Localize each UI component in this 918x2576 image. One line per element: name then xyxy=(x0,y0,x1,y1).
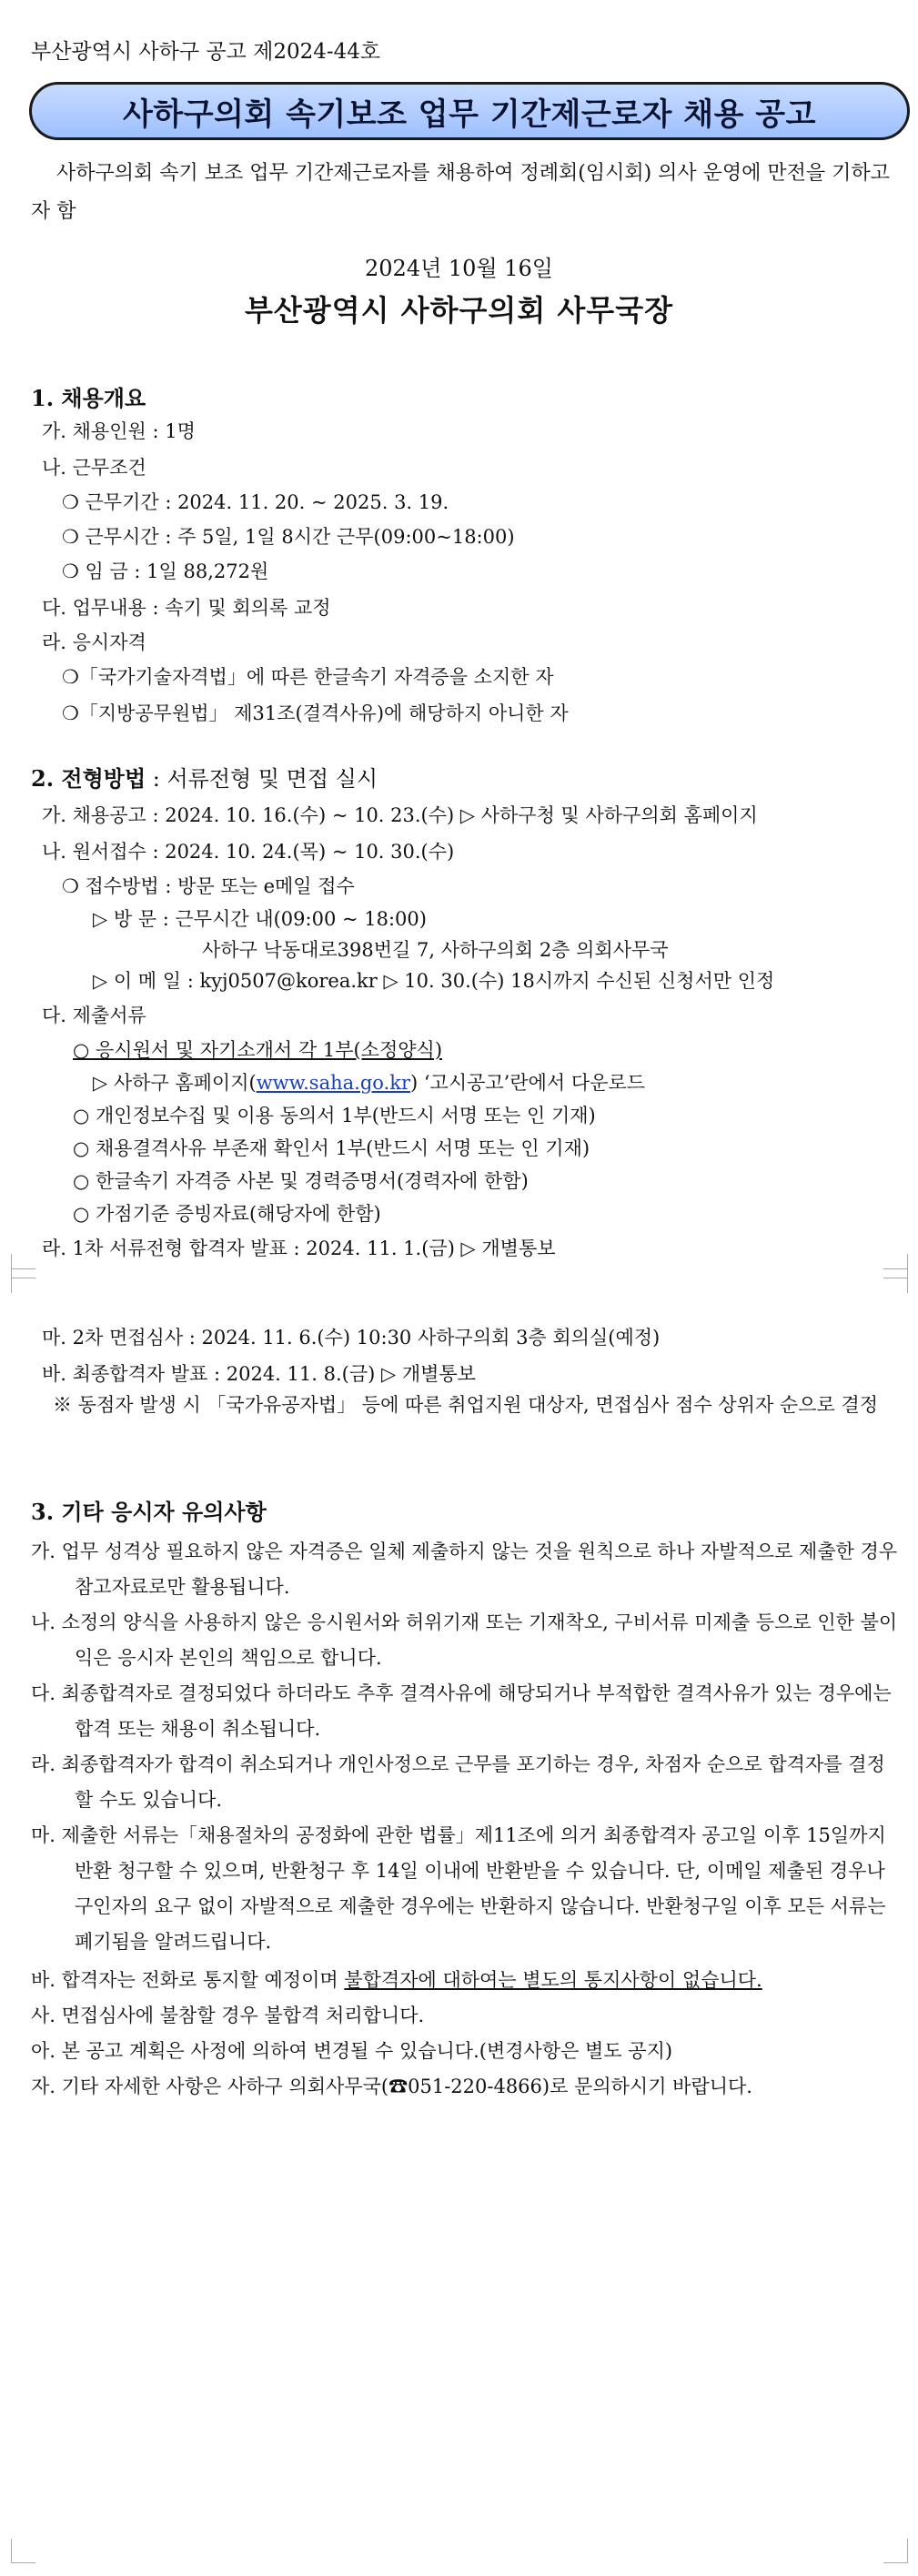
section-2-subtitle: : 서류전형 및 면접 실시 xyxy=(146,766,378,792)
s2-c3: ○ 채용결격사유 부존재 확인서 1부(반드시 서명 또는 인 기재) xyxy=(73,1137,590,1159)
page-corner-mark xyxy=(883,1268,908,1293)
s3-item-f xyxy=(31,1965,762,1993)
s1-d2: ❍「지방공무원법」 제31조(결격사유)에 해당하지 아니한 자 xyxy=(62,702,569,724)
s3-item-d: 라. 최종합격자가 합격이 취소되거나 개인사정으로 근무를 포기하는 경우, 차점자 순으로 합격자를 결정할 수도 있습니다. xyxy=(31,1753,885,1811)
page-corner-mark xyxy=(11,2539,35,2563)
s3-item-f-text: 바. 합격자는 전화로 통지할 예정이며 xyxy=(31,1969,345,1991)
s2-c2: ○ 개인정보수집 및 이용 동의서 1부(반드시 서명 또는 인 기재) xyxy=(73,1105,596,1126)
s2-b2: ▷ 방 문 : 근무시간 내(09:00 ~ 18:00) xyxy=(93,908,427,930)
notice-number: 부산광역시 사하구 공고 제2024-44호 xyxy=(31,40,381,64)
page-corner-mark xyxy=(11,1268,35,1293)
s2-note: ※ 동점자 발생 시 「국가유공자법」 등에 따른 취업지원 대상자, 면접심사 점수 상위자 순으로 결정 xyxy=(53,1394,879,1416)
homepage-link[interactable]: www.saha.go.kr xyxy=(256,1072,410,1094)
s2-a: 가. 채용공고 : 2024. 10. 16.(수) ~ 10. 23.(수) ▷ 사하구청 및 사하구의회 홈페이지 xyxy=(42,804,758,826)
intro-paragraph: 사하구의회 속기 보조 업무 기간제근로자를 채용하여 정례회(임시회) 의사 운영에 만전을 기하고자 함 xyxy=(31,162,890,223)
s1-a: 가. 채용인원 : 1명 xyxy=(42,420,196,442)
page-corner-mark xyxy=(883,2539,908,2563)
s3-item-g: 사. 면접심사에 불참할 경우 불합격 처리합니다. xyxy=(31,2005,425,2026)
s2-c4: ○ 한글속기 자격증 사본 및 경력증명서(경력자에 한함) xyxy=(73,1170,529,1192)
section-2-heading xyxy=(31,761,378,793)
page-title: 사하구의회 속기보조 업무 기간제근로자 채용 공고 xyxy=(123,96,816,133)
s1-d: 라. 응시자격 xyxy=(42,631,146,653)
section-1-heading: 1. 채용개요 xyxy=(31,385,146,411)
s2-b3: 사하구 낙동대로398번길 7, 사하구의회 2층 의회사무국 xyxy=(202,939,669,961)
s3-item-c: 다. 최종합격자로 결정되었다 하더라도 추후 결격사유에 해당되거나 부적합한 결격사유가 있는 경우에는 합격 또는 채용이 취소됩니다. xyxy=(31,1682,892,1740)
s3-item-b: 나. 소정의 양식을 사용하지 않은 응시원서와 허위기재 또는 기재착오, 구비서류 미제출 등으로 인한 불이익은 응시자 본인의 책임으로 합니다. xyxy=(31,1611,898,1669)
s2-b1: ❍ 접수방법 : 방문 또는 e메일 접수 xyxy=(62,875,355,897)
notice-date: 2024년 10월 16일 xyxy=(365,256,553,281)
s2-b4: ▷ 이 메 일 : kyj0507@korea.kr ▷ 10. 30.(수) 18시까지 수신된 신청서만 인정 xyxy=(93,970,775,992)
signer: 부산광역시 사하구의회 사무국장 xyxy=(244,293,674,328)
s2-c1a xyxy=(93,1068,645,1096)
s1-b2: ❍ 근무시간 : 주 5일, 1일 8시간 근무(09:00~18:00) xyxy=(62,526,515,548)
title-banner xyxy=(29,82,910,140)
s2-f: 바. 최종합격자 발표 : 2024. 11. 8.(금) ▷ 개별통보 xyxy=(42,1363,476,1385)
s2-c1a-post: ) ‘고시공고’란에서 다운로드 xyxy=(410,1072,646,1094)
s2-c: 다. 제출서류 xyxy=(42,1005,146,1026)
section-2-title: 2. 전형방법 xyxy=(31,765,146,792)
s3-item-a: 가. 업무 성격상 필요하지 않은 자격증은 일체 제출하지 않는 것을 원칙으로 하나 자발적으로 제출한 경우 참고자료로만 활용됩니다. xyxy=(31,1541,898,1598)
s1-b1: ❍ 근무기간 : 2024. 11. 20. ~ 2025. 3. 19. xyxy=(62,491,449,513)
s2-c5: ○ 가점기준 증빙자료(해당자에 한함) xyxy=(73,1203,381,1225)
s3-item-f-underlined: 불합격자에 대하여는 별도의 통지사항이 없습니다. xyxy=(344,1969,762,1991)
s3-item-e: 마. 제출한 서류는「채용절차의 공정화에 관한 법률」제11조에 의거 최종합격자 공고일 이후 15일까지 반환 청구할 수 있으며, 반환청구 후 14일 이내에 반환받을 수 있습니다. 단, 이메일 제출된 경우나 구인자의 요구 없이 자발적으로 제출한 경우에는 반환하지 않습니다. 반환청구일 이후 모든 서류는 폐기됨을 알려드립니다. xyxy=(31,1824,886,1953)
section-3-heading: 3. 기타 응시자 유의사항 xyxy=(31,1499,267,1525)
s2-b: 나. 원서접수 : 2024. 10. 24.(목) ~ 10. 30.(수) xyxy=(42,841,455,863)
s3-item-i: 자. 기타 자세한 사항은 사하구 의회사무국(☎051-220-4866)로 문의하시기 바랍니다. xyxy=(31,2076,752,2097)
s1-d1: ❍「국가기술자격법」에 따른 한글속기 자격증을 소지한 자 xyxy=(62,666,554,688)
s1-b3: ❍ 임 금 : 1일 88,272원 xyxy=(62,561,269,582)
s1-c: 다. 업무내용 : 속기 및 회의록 교정 xyxy=(42,597,331,619)
s2-d: 라. 1차 서류전형 합격자 발표 : 2024. 11. 1.(금) ▷ 개별통보 xyxy=(42,1237,556,1259)
s2-c1a-pre: ▷ 사하구 홈페이지( xyxy=(93,1072,257,1094)
s2-c1: ○ 응시원서 및 자기소개서 각 1부(소정양식) xyxy=(73,1039,443,1061)
s1-b: 나. 근무조건 xyxy=(42,457,146,479)
s2-e: 마. 2차 면접심사 : 2024. 11. 6.(수) 10:30 사하구의회 3층 회의실(예정) xyxy=(42,1327,661,1349)
s3-item-h: 아. 본 공고 계획은 사정에 의하여 변경될 수 있습니다.(변경사항은 별도 공지) xyxy=(31,2040,673,2062)
